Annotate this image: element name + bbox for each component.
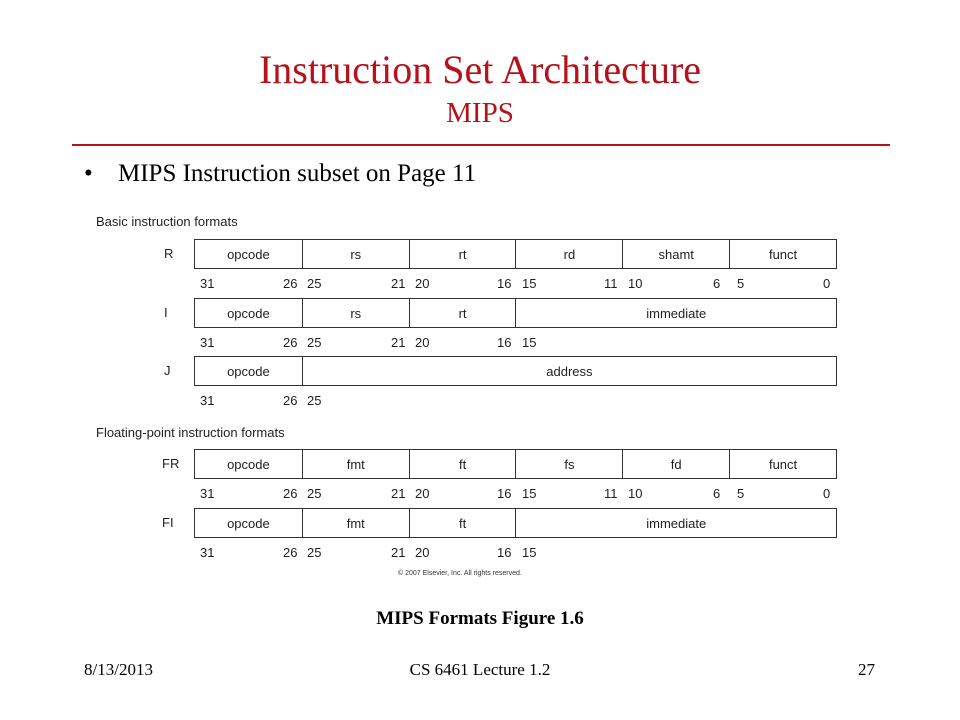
bit-number: 26: [283, 545, 298, 560]
field-rs: rs: [302, 240, 409, 268]
bullet-marker: •: [84, 160, 93, 187]
field-fd: fd: [622, 450, 729, 478]
bit-number: 21: [391, 276, 406, 291]
field-shamt: shamt: [622, 240, 729, 268]
bit-number: 10: [628, 276, 643, 291]
bit-number: 25: [307, 545, 322, 560]
bit-number: 5: [737, 486, 745, 501]
bit-number: 15: [522, 486, 537, 501]
bit-number: 0: [823, 486, 831, 501]
format-row-i: [194, 298, 837, 328]
field-rd: rd: [515, 240, 622, 268]
bit-number: 16: [497, 486, 512, 501]
bit-number: 31: [200, 335, 215, 350]
footer-date: 8/13/2013: [84, 660, 153, 679]
field-immediate: immediate: [515, 509, 836, 537]
bit-number: 16: [497, 545, 512, 560]
bit-number: 31: [200, 545, 215, 560]
footer-page-number: 27: [858, 660, 875, 679]
field-immediate: immediate: [515, 299, 836, 327]
bit-number: 21: [391, 545, 406, 560]
field-funct: funct: [729, 240, 836, 268]
bit-number: 26: [283, 335, 298, 350]
basic-formats-title: Basic instruction formats: [96, 214, 238, 229]
slide-title: Instruction Set Architecture: [258, 47, 702, 92]
bit-number: 6: [713, 486, 721, 501]
bit-number: 11: [604, 486, 618, 501]
fp-formats-title: Floating-point instruction formats: [96, 425, 285, 440]
field-fmt: fmt: [302, 509, 409, 537]
bit-number: 5: [737, 276, 745, 291]
format-label-i: I: [164, 305, 168, 320]
bit-number: 21: [391, 486, 406, 501]
field-rs: rs: [302, 299, 409, 327]
field-rt: rt: [409, 240, 516, 268]
field-opcode: opcode: [227, 456, 270, 472]
format-label-j: J: [164, 363, 171, 378]
bit-number: 31: [200, 276, 215, 291]
field-fs: fs: [515, 450, 622, 478]
bit-number: 20: [415, 545, 430, 560]
bit-number: 26: [283, 486, 298, 501]
footer-course: CS 6461 Lecture 1.2: [409, 660, 551, 679]
bit-number: 21: [391, 335, 406, 350]
field-rt: rt: [409, 299, 516, 327]
format-label-fr: FR: [162, 456, 180, 471]
field-funct: funct: [729, 450, 836, 478]
field-ft: ft: [409, 450, 516, 478]
field-opcode: opcode: [227, 246, 270, 262]
figure-caption: MIPS Formats Figure 1.6: [376, 608, 584, 629]
format-row-fr: [194, 449, 837, 479]
field-opcode: opcode: [227, 363, 270, 379]
field-fmt: fmt: [302, 450, 409, 478]
slide-subtitle: MIPS: [446, 97, 514, 129]
bit-number: 20: [415, 276, 430, 291]
field-opcode: opcode: [227, 515, 270, 531]
bit-number: 26: [283, 276, 298, 291]
format-row-fi: [194, 508, 837, 538]
copyright-notice: © 2007 Elsevier, Inc. All rights reserved.: [398, 570, 522, 577]
field-ft: ft: [409, 509, 516, 537]
bit-number: 15: [522, 335, 537, 350]
bit-number: 25: [307, 486, 322, 501]
bit-number: 26: [283, 393, 298, 408]
bullet-text: MIPS Instruction subset on Page 11: [118, 160, 477, 187]
bit-number: 20: [415, 335, 430, 350]
bit-number: 25: [307, 276, 322, 291]
bit-number: 16: [497, 276, 512, 291]
bit-number: 31: [200, 486, 215, 501]
bit-number: 0: [823, 276, 831, 291]
bit-number: 25: [307, 335, 322, 350]
bit-number: 11: [604, 276, 618, 291]
field-opcode: opcode: [227, 305, 270, 321]
bit-number: 20: [415, 486, 430, 501]
bit-number: 16: [497, 335, 512, 350]
format-row-r: [194, 239, 837, 269]
format-row-j: [194, 356, 837, 386]
field-address: address: [302, 357, 836, 385]
bit-number: 15: [522, 276, 537, 291]
bit-number: 15: [522, 545, 537, 560]
bit-number: 25: [307, 393, 322, 408]
bit-number: 6: [713, 276, 721, 291]
format-label-r: R: [164, 246, 174, 261]
bit-number: 10: [628, 486, 643, 501]
format-label-fi: FI: [162, 515, 174, 530]
bit-number: 31: [200, 393, 215, 408]
